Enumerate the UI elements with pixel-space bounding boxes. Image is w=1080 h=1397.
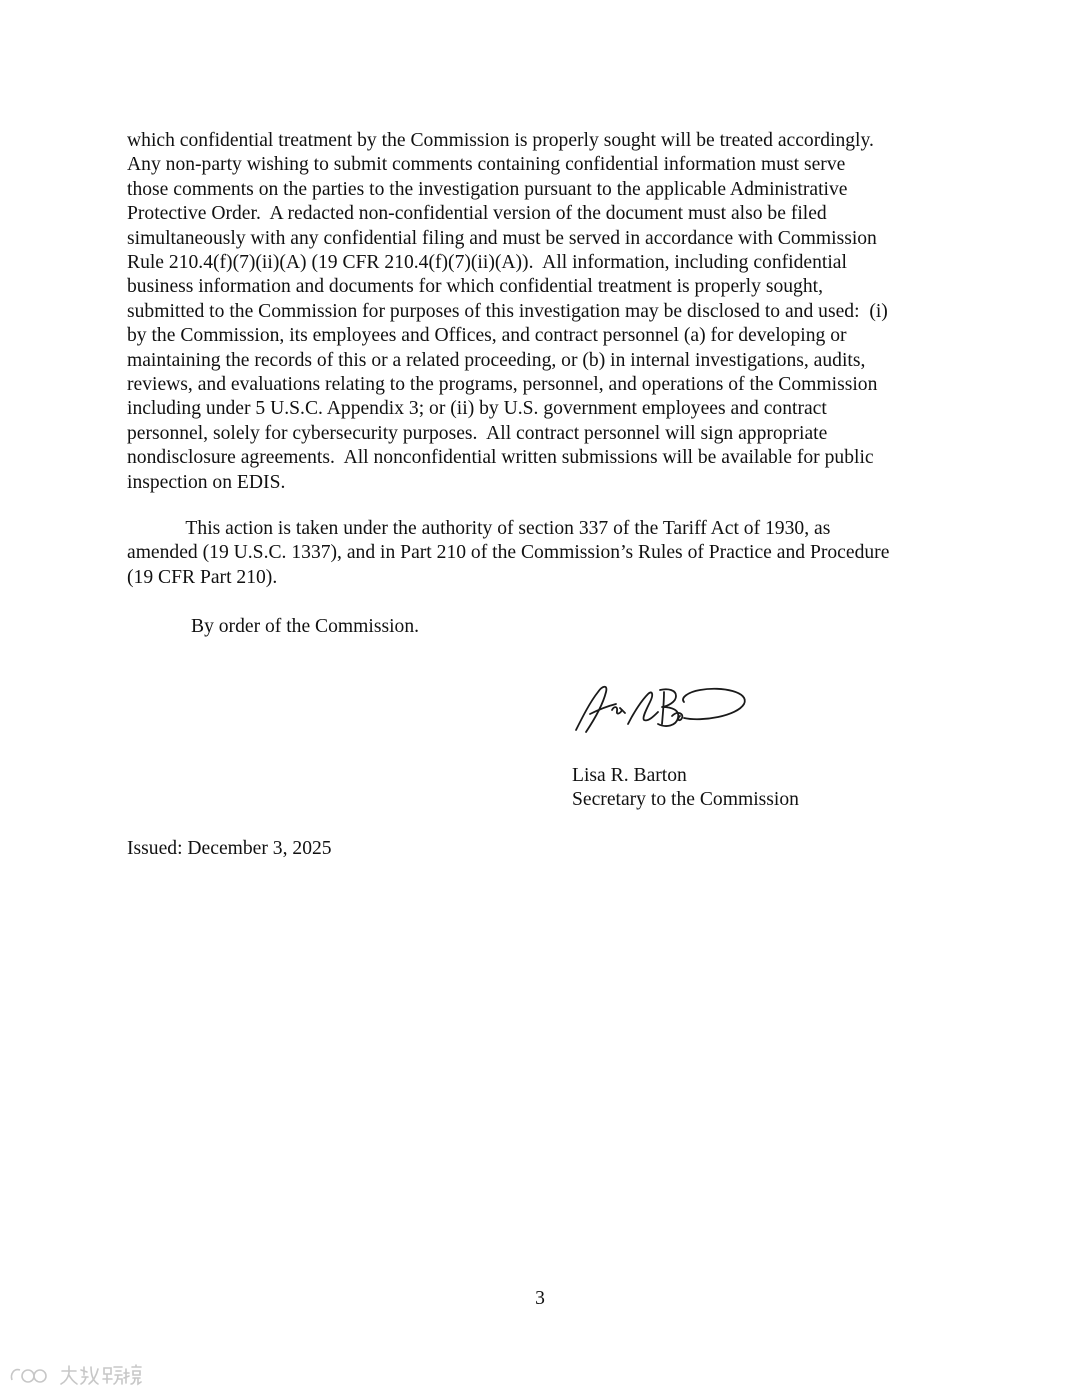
text-line: Any non-party wishing to submit comments containing confidential information must serve [127,154,846,176]
text-line: personnel, solely for cybersecurity purposes. All contract personnel will sign appropriate [127,422,828,444]
watermark-logo-icon [8,1364,52,1386]
text-line: submitted to the Commission for purposes of this investigation may be disclosed to and used: (i) [127,300,888,322]
order-statement [191,615,419,639]
text-line: By order of the Commission. [191,616,420,637]
signer-name: Lisa R. Barton [572,765,687,786]
text-line: amended (19 U.S.C. 1337), and in Part 210 of the Commission’s Rules of Practice and Procedure [127,542,890,564]
text-line: which confidential treatment by the Commission is properly sought will be treated accordingly. [127,130,874,151]
text-line: (19 CFR Part 210). [127,566,278,588]
text-line: nondisclosure agreements. All nonconfidential written submissions will be available for public [127,447,874,469]
confidentiality-paragraph [127,129,888,495]
signature-block [572,764,799,813]
signer-title: Secretary to the Commission [572,789,799,811]
handwritten-signature [572,680,757,738]
text-line: those comments on the parties to the investigation pursuant to the applicable Administrative [127,178,848,200]
text-line: maintaining the records of this or a related proceeding, or (b) in internal investigations, audits, [127,349,866,371]
text-line: by the Commission, its employees and Offices, and contract personnel (a) for developing or [127,325,847,347]
text-line: This action is taken under the authority of section 337 of the Tariff Act of 1930, as [127,518,831,539]
authority-paragraph [127,517,889,590]
watermark [8,1362,144,1388]
text-line: simultaneously with any confidential filing and must be served in accordance with Commission [127,227,877,249]
text-line: inspection on EDIS. [127,471,286,493]
text-line: including under 5 U.S.C. Appendix 3; or (ii) by U.S. government employees and contract [127,398,827,420]
watermark-text-icon [58,1363,144,1387]
page-number: 3 [535,1288,545,1309]
text-line: Protective Order. A redacted non-confidential version of the document must also be filed [127,203,827,225]
text-line: business information and documents for which confidential treatment is properly sought, [127,276,823,298]
issued-date: Issued: December 3, 2025 [127,838,332,859]
text-line: reviews, and evaluations relating to the programs, personnel, and operations of the Commission [127,374,878,396]
text-line: Rule 210.4(f)(7)(ii)(A) (19 CFR 210.4(f)(7)(ii)(A)). All information, including confidential [127,252,847,274]
